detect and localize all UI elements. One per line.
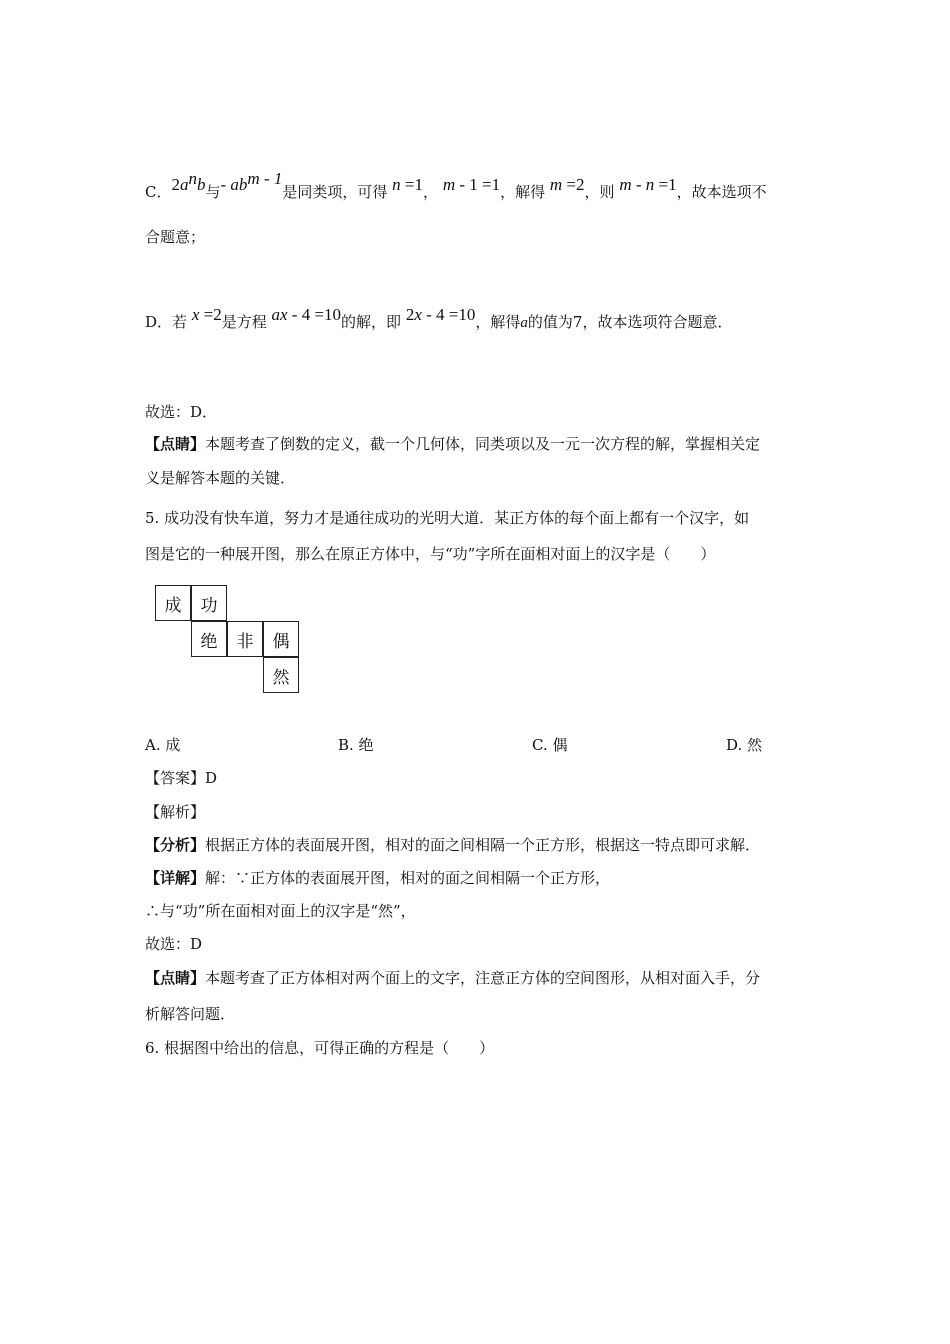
comment-tag: 【点睛】 <box>145 435 206 453</box>
q4-comment-line2: 义是解答本题的关键． <box>145 469 296 487</box>
math-text: n <box>188 169 197 188</box>
option-d-line <box>145 305 733 333</box>
math-text: b <box>196 175 206 194</box>
q5-stem-line1: 5. 成功没有快车道，努力才是通往成功的光明大道．某正方体的每个面上都有一个汉字，如 <box>145 509 750 527</box>
math-text: m <box>619 175 632 194</box>
math-text: n <box>645 175 655 194</box>
q5-choice: 故选：D <box>145 935 203 953</box>
math-text: - <box>631 175 646 194</box>
math-text: =2 <box>562 175 585 194</box>
net-cell-jue: 绝 <box>191 621 227 657</box>
cube-net-figure <box>155 585 301 693</box>
math-eq-2x <box>406 306 476 324</box>
net-cell-fei: 非 <box>227 621 263 657</box>
q5-option-c: C. 偶 <box>532 736 568 754</box>
math-text: =1 <box>400 175 424 194</box>
comment-tag: 【点睛】 <box>145 969 206 987</box>
text-segment: 是同类项，可得 <box>282 183 388 201</box>
q5-comment-line2: 析解答问题． <box>145 1005 236 1023</box>
net-cell-gong: 功 <box>191 585 227 621</box>
option-d-prefix: D．若 <box>145 313 188 331</box>
text-segment: 的值为7，故本选项符合题意． <box>527 313 733 331</box>
q5-xiangjie <box>145 868 610 888</box>
q5-option-b: B. 绝 <box>338 736 374 754</box>
comment-text: 本题考查了正方体相对两个面上的文字，注意正方体的空间图形，从相对面入手，分 <box>205 969 761 987</box>
math-text: x <box>191 305 200 324</box>
fenxi-tag: 【分析】 <box>145 836 206 854</box>
q5-option-d: D. 然 <box>726 736 763 754</box>
net-cell-ou: 偶 <box>263 621 299 657</box>
math-eq-m-n <box>619 176 676 194</box>
math-eq-ax <box>272 306 342 324</box>
math-text: - <box>220 175 231 194</box>
math-text: m - 1 <box>247 169 283 188</box>
comment-text: 本题考查了倒数的定义，截一个几何体，同类项以及一元一次方程的解，掌握相关定 <box>205 435 761 453</box>
math-eq-n1 <box>392 176 423 194</box>
fenxi-text: 根据正方体的表面展开图，相对的面之间相隔一个正方形，根据这一特点即可求解． <box>205 836 761 854</box>
option-c-line <box>145 169 767 202</box>
math-text: - 1 =1 <box>455 175 501 194</box>
q4-comment-line1 <box>145 434 760 454</box>
xiangjie-text: 解：∵正方体的表面展开图，相对的面之间相隔一个正方形， <box>205 869 611 887</box>
q5-comment-line1 <box>145 968 760 988</box>
option-c-prefix: C． <box>145 183 172 201</box>
text-segment: ，则 <box>584 183 615 201</box>
math-text: - 4 =10 <box>287 305 342 324</box>
math-term-ab <box>220 169 283 194</box>
math-text: m <box>549 175 563 194</box>
text-segment: ，故本选项不 <box>676 183 767 201</box>
math-text: ax <box>271 305 288 324</box>
q5-option-a: A. 成 <box>145 736 181 754</box>
q5-analysis: 【解析】 <box>145 803 206 821</box>
math-text: =2 <box>199 305 222 324</box>
option-c-continued: 合题意； <box>145 228 206 246</box>
math-eq-x2 <box>192 306 222 324</box>
text-segment: 的解，即 <box>341 313 402 331</box>
xiangjie-tag: 【详解】 <box>145 869 206 887</box>
math-text: x <box>414 305 422 324</box>
var-a: a <box>520 315 528 331</box>
math-text: a <box>179 175 189 194</box>
text-segment: 是方程 <box>221 313 267 331</box>
q5-answer: 【答案】D <box>145 769 218 787</box>
math-eq-m2 <box>550 176 585 194</box>
math-text: m <box>442 175 456 194</box>
math-text: 2 <box>171 175 180 194</box>
math-eq-m-1 <box>443 176 500 194</box>
net-cell-cheng: 成 <box>155 585 191 621</box>
text-segment: ，解得 <box>500 183 546 201</box>
math-text: 2 <box>405 305 415 324</box>
text-segment: 与 <box>205 183 221 201</box>
math-text: - 4 =10 <box>421 305 476 324</box>
text-segment: ，解得 <box>475 313 521 331</box>
q5-stem-line2: 图是它的一种展开图，那么在原正方体中，与“功”字所在面相对面上的汉字是（ ） <box>145 545 716 563</box>
q5-fenxi <box>145 835 760 855</box>
q4-choice: 故选：D． <box>145 403 218 421</box>
q5-therefore: ∴与“功”所在面相对面上的汉字是“然”， <box>145 902 416 920</box>
q6-stem: 6. 根据图中给出的信息，可得正确的方程是（ ） <box>145 1039 495 1057</box>
text-segment: ， <box>423 183 439 201</box>
math-term-2anb <box>171 169 206 194</box>
math-text: n <box>392 175 401 194</box>
math-text: =1 <box>654 175 677 194</box>
net-cell-ran: 然 <box>263 657 299 693</box>
math-text: ab <box>230 175 248 194</box>
